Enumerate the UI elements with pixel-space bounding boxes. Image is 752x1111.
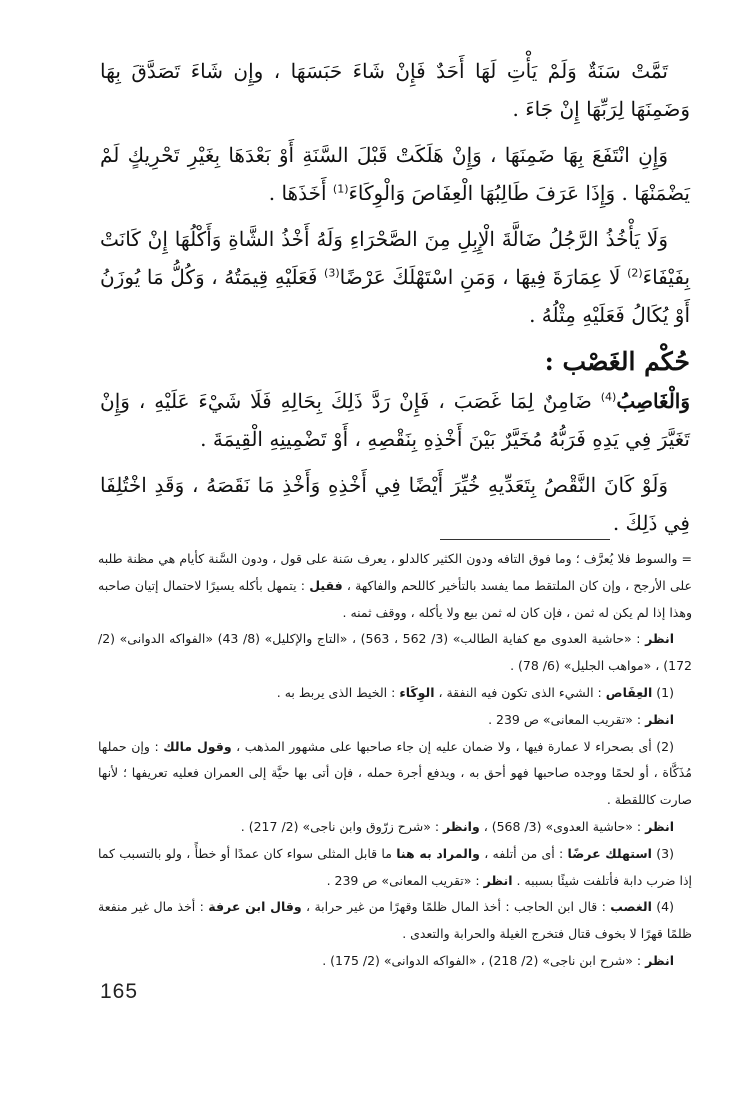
main-text [100, 52, 690, 550]
footnote-continued [98, 546, 692, 626]
footnote-number: (1) [652, 684, 674, 700]
footnote-text: (2) أى بصحراء لا عمارة فيها ، ولا ضمان عليه إن جاء صاحبها على مشهور المذهب ، [231, 738, 674, 754]
footnote-1-reference [98, 707, 692, 734]
footnotes [98, 546, 692, 975]
footnote-text: : «تقريب المعانى» ص 239 . [488, 711, 646, 727]
paragraph-lost-property-year [100, 52, 690, 128]
footnote-bold: انظر [645, 711, 674, 727]
footnote-2 [98, 734, 692, 814]
footnote-4-reference [98, 948, 692, 975]
footnote-bold: والمراد به هنا [396, 845, 480, 861]
section-heading: حُكْم الغَصْب : [544, 347, 690, 376]
footnote-ref-3: (3) [324, 266, 340, 280]
footnote-text: : «تقريب المعانى» ص 239 . [326, 872, 484, 888]
footnote-bold: العِفَاص [605, 684, 653, 700]
paragraph-text: وَإِنِ انْتَفَعَ بِهَا ضَمِنَهَا ، وَإِنْ هَلَكَتْ قَبْلَ السَّنَةِ أَوْ بَعْدَهَا بِغَيْرِ تَحْرِيكٍ لَمْ يَضْمَنْهَا . وَإِذَا عَرَفَ طَالِبُهَا الْعِفَاصَ وَالْوِكَاءَ [100, 143, 690, 205]
footnote-text: : أخذ مال غير منفعة ظلمًا قهرًا لا بخوف قتال فتخرج الغيلة والحرابة والتعدى . [98, 899, 692, 942]
footnote-2-reference [98, 814, 692, 841]
footnote-text: : «شرح زرّوق وابن ناجى» (2/ 217) . [240, 818, 444, 834]
footnote-bold: انظر [645, 631, 675, 647]
footnote-text: : الخيط الذى يربط به . [276, 684, 400, 700]
footnote-text: : يتمهل بأكله يسيرًا لاحتمال إتيان صاحبه وهذا إذا لم يكن له ثمن ، فإن كان له ثمن بيع ولا يأكله ، ووقف ثمنه . [98, 577, 692, 620]
footnote-ref-2: (2) [627, 266, 643, 280]
paragraph-text: لَا عِمَارَةَ فِيهَا ، وَمَنِ اسْتَهْلَكَ عَرْضًا [339, 265, 628, 289]
footnote-number: (4) [651, 899, 674, 915]
paragraph-text: وَلَوْ كَانَ النَّقْصُ بِتَعَدِّيهِ خُيِّرَ أَيْضًا فِي أَخْذِهِ وَأَخْذِ مَا نَقَصَهُ ، وَقَدِ اخْتُلِفَا فِي ذَلِكَ . [100, 473, 690, 535]
paragraph-stray-camels [100, 220, 690, 334]
paragraph-text: وَلَا يَأْخُذُ الرَّجُلُ ضَالَّةَ الْإِبِلِ مِنَ الصَّحْرَاءِ وَلَهُ أَخْذُ الشَّاةِ وَأَكْلُهَا إِنْ كَانَتْ بِفَيْفَاءَ [100, 227, 691, 289]
footnote-bold: انظر [483, 872, 513, 888]
footnote-bold: الغصب [610, 899, 652, 915]
footnote-reference [98, 626, 692, 680]
footnote-bold: الوِكَاء [399, 684, 435, 700]
footnote-text: : «حاشية العدوى مع كفاية الطالب» (3/ 562 ، 563) ، «التاج والإكليل» (8/ 43) «الفواكه الدوانى» (2/ 172) ، «مواهب الجليل» (6/ 78) . [98, 631, 692, 674]
paragraph-text: أَخَذَهَا . [268, 181, 333, 205]
paragraph-usurper [100, 382, 690, 458]
footnote-bold: وقول مالك [163, 738, 232, 754]
footnote-text: : الشيء الذى تكون فيه النفقة ، [434, 684, 606, 700]
footnote-1 [98, 680, 692, 707]
footnote-bold: وانظر [443, 818, 480, 834]
paragraph-text: فَعَلَيْهِ قِيمَتُهُ ، وَكُلُّ مَا يُوزَنُ أَوْ يُكَالُ فَعَلَيْهِ مِثْلُهُ . [100, 265, 690, 327]
footnote-ref-4: (4) [600, 390, 617, 404]
footnote-bold: استهلك عرضًا [567, 845, 652, 861]
footnote-text: : وإن حملها مُذَكَّاة ، أو لحمًا ووجده صاحبها فهو أحق به ، ويدفع أجرة حمله ، فإن أتى بها حيَّة إلى العمران فعليه تعريفها ؛ لأنها صارت كاللقطة . [98, 738, 692, 808]
footnote-separator [440, 539, 610, 540]
footnote-ref-1: (1) [332, 182, 349, 196]
footnote-bold: وقال ابن عرفة [208, 899, 302, 915]
footnote-4 [98, 894, 692, 948]
footnote-text: : قال ابن الحاجب : أخذ المال ظلمًا وقهرًا من غير حرابة ، [301, 899, 611, 915]
paragraph-text: تَمَّتْ سَنَةٌ وَلَمْ يَأْتِ لَهَا أَحَدٌ فَإِنْ شَاءَ حَبَسَهَا ، وإِن شَاءَ تَصَدَّقَ بِهَا وَضَمِنَهَا لِرَبِّهَا إِنْ جَاءَ . [100, 59, 690, 121]
footnote-number: (3) [651, 845, 674, 861]
footnote-3 [98, 841, 692, 895]
paragraph-benefit-liability [100, 136, 690, 212]
bold-term: وَالْغَاصِبُ [616, 389, 690, 413]
footnote-text: : «شرح ابن ناجى» (2/ 218) ، «الفواكه الدوانى» (2/ 175) . [322, 952, 646, 968]
footnote-text: = والسوط فلا يُعرَّف ؛ وما فوق التافه ودون الكثير كالدلو ، يعرف سَنة على قول ، ودون السَّنة كأيام هي مظنة طلبه على الأرجح ، وإن كان الملتقط مما يفسد بالتأخير كاللحم والفاكهة ، [98, 551, 692, 593]
paragraph-text: ضَامِنٌ لِمَا غَصَبَ ، فَإِنْ رَدَّ ذَلِكَ بِحَالِهِ فَلَا شَيْءَ عَلَيْهِ ، وَإِنْ تَغَيَّرَ فِي يَدِهِ فَرَبُّهُ مُخَيَّرٌ بَيْنَ أَخْذِهِ بِنَقْصِهِ ، أَوْ تَضْمِينِهِ الْقِيمَةَ . [100, 389, 690, 451]
page-number: 165 [100, 980, 139, 1003]
footnote-bold: فقيل [309, 577, 343, 593]
footnote-text: ما قابل المثلى سواء كان عمدًا أو خطأً ، ولو بالتسبب كما إذا ضرب دابة فأتلفت شيئًا بسببه . [98, 845, 692, 888]
footnote-text: : أى من أتلفه ، [479, 845, 568, 861]
footnote-text: : «حاشية العدوى» (3/ 568) ، [479, 818, 646, 834]
footnote-bold: انظر [645, 952, 674, 968]
footnote-bold: انظر [645, 818, 674, 834]
paragraph-deficiency [100, 466, 690, 542]
